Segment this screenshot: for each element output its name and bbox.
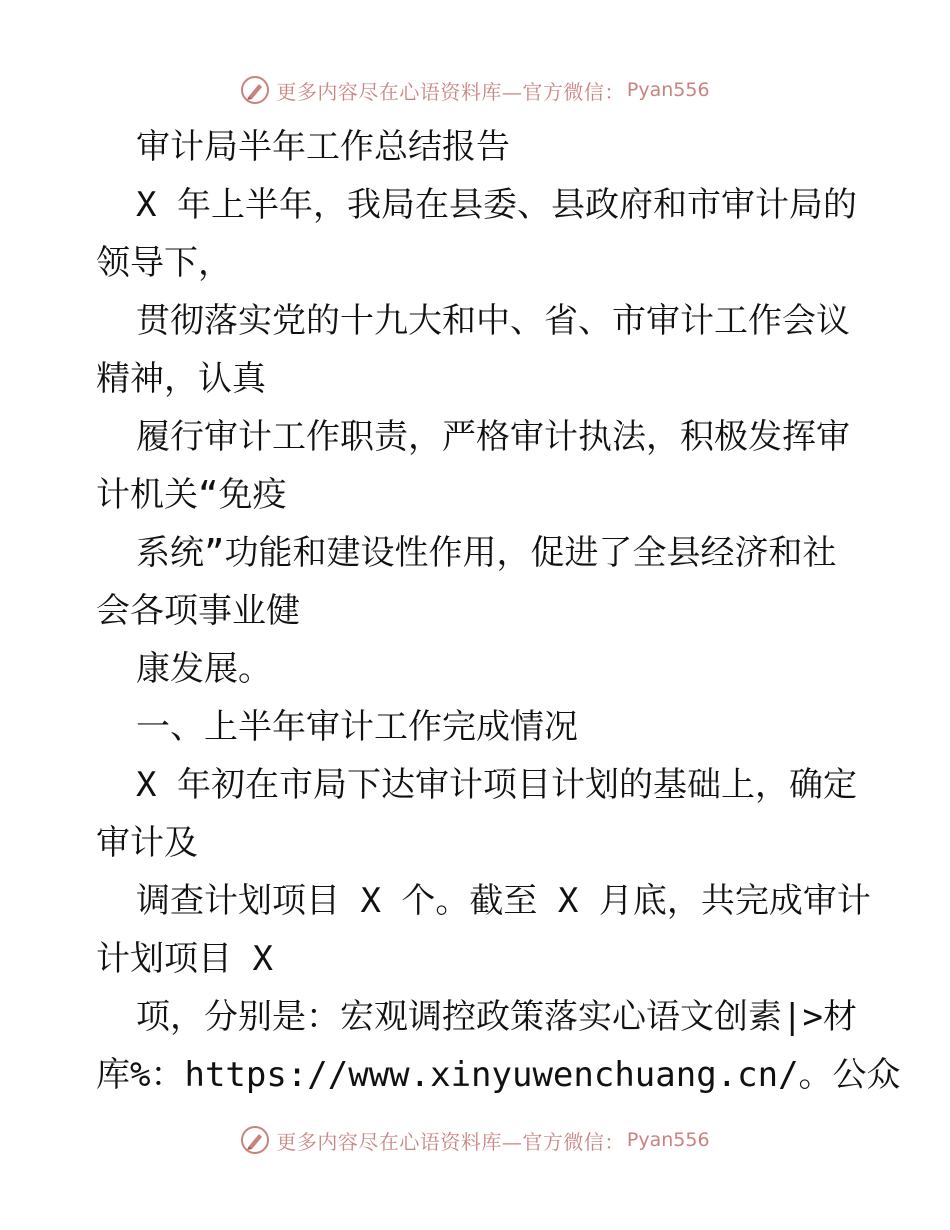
- paragraph-line: 系统”功能和建设性作用，促进了全县经济和社: [136, 533, 837, 573]
- document-title: 审计局半年工作总结报告: [136, 127, 510, 167]
- paragraph-line: 审计及: [96, 823, 198, 863]
- paragraph-line: 康发展。: [136, 649, 272, 689]
- watermark-text: 更多内容尽在心语资料库—官方微信：: [276, 79, 625, 104]
- paragraph-line: 计机关“免疫: [96, 475, 287, 515]
- paragraph-line: 贯彻落实党的十九大和中、省、市审计工作会议: [136, 301, 850, 341]
- paragraph-line: 领导下，: [96, 243, 232, 283]
- header-watermark: [0, 70, 950, 110]
- paragraph-line: 计划项目 X: [96, 939, 273, 979]
- paragraph-line: 调查计划项目 X 个。截至 X 月底，共完成审计: [136, 881, 871, 921]
- paragraph-line: 库%：https://www.xinyuwenchuang.cn/。公众: [96, 1055, 901, 1095]
- pen-logo-icon: [240, 75, 270, 105]
- watermark-text: 更多内容尽在心语资料库—官方微信：: [276, 1129, 625, 1154]
- section-heading: 一、上半年审计工作完成情况: [136, 707, 578, 747]
- paragraph-line: 履行审计工作职责，严格审计执法，积极发挥审: [136, 417, 850, 457]
- paragraph-line: 项，分别是：宏观调控政策落实心语文创素|>材: [136, 997, 857, 1037]
- paragraph-line: 精神，认真: [96, 359, 266, 399]
- paragraph-line: X 年初在市局下达审计项目计划的基础上，确定: [136, 765, 857, 805]
- paragraph-line: 会各项事业健: [96, 591, 300, 631]
- watermark-wechat-id: Pyan556: [626, 79, 710, 101]
- watermark-wechat-id: Pyan556: [626, 1129, 710, 1151]
- footer-watermark: [0, 1120, 950, 1160]
- pen-logo-icon: [240, 1125, 270, 1155]
- paragraph-line: X 年上半年，我局在县委、县政府和市审计局的: [136, 185, 857, 225]
